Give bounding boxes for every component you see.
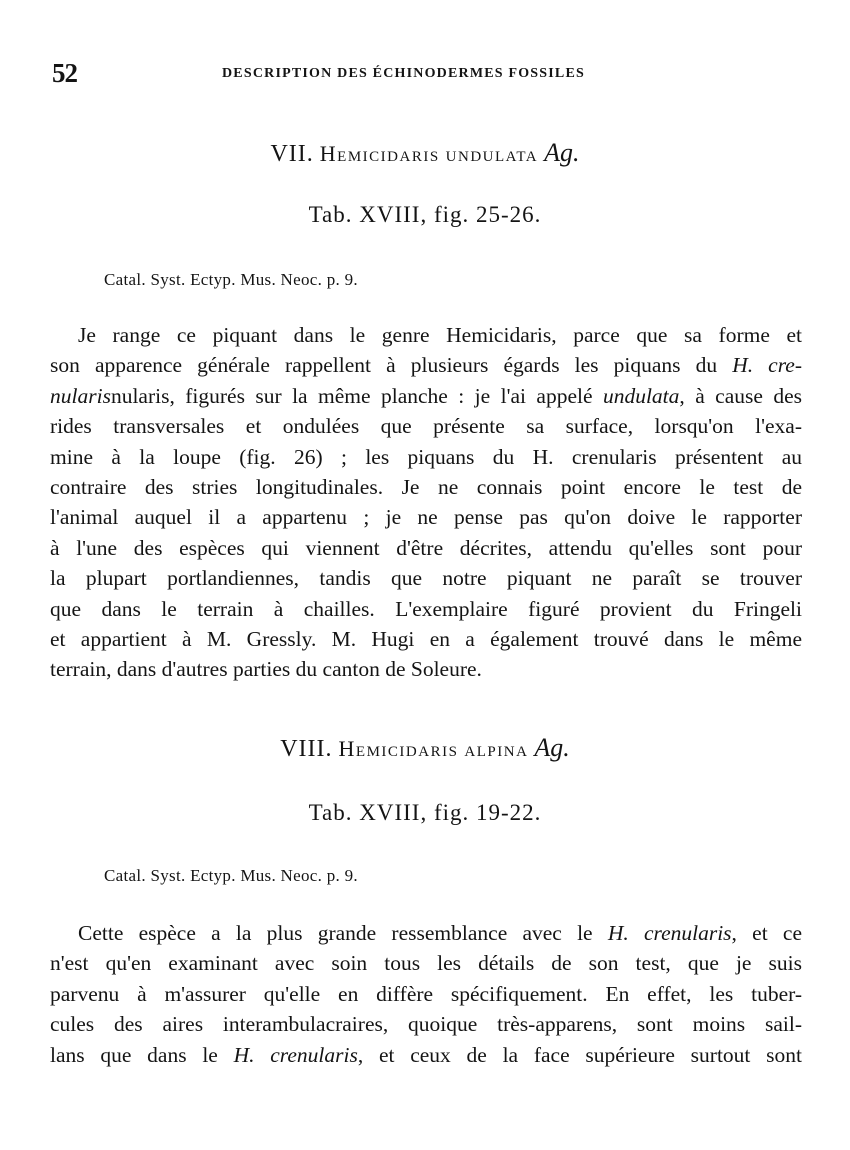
genus-name: Hemicidaris — [319, 141, 440, 166]
text-line: parvenu à m'assurer qu'elle en diffère spécifiquement. En effet, les tuber- — [50, 981, 802, 1006]
text-line: terrain, dans d'autres parties du canton de Soleure. — [50, 657, 482, 682]
italic-species: undulata — [602, 383, 680, 408]
author-abbrev: Ag. — [534, 733, 570, 762]
italic-taxon: nularis — [50, 383, 111, 408]
text-line: à l'une des espèces qui viennent d'être décrites, attendu qu'elles sont pour — [50, 535, 802, 560]
text-line: mine à la loupe (fig. 26) ; les piquans du H. crenularis présentent au — [50, 444, 802, 469]
text-line: n'est qu'en examinant avec soin tous les détails de son test, que je suis — [50, 951, 802, 976]
running-title: DESCRIPTION DES ÉCHINODERMES FOSSILES — [222, 66, 585, 81]
species-heading-viii — [0, 733, 850, 763]
species-name: undulata — [445, 141, 539, 166]
italic-taxon: H. crenularis — [233, 1042, 358, 1067]
text-run: , et ce — [731, 921, 802, 945]
italic-taxon: H. cre- — [732, 353, 802, 378]
text-line: Je range ce piquant dans le genre Hemicidaris, parce que sa forme et — [78, 323, 802, 347]
text-line: la plupart portlandiennes, tandis que notre piquant ne paraît se trouver — [50, 566, 802, 591]
text-run: nularis, figurés sur la même planche : je l'ai appelé — [110, 383, 603, 408]
genus-name: Hemicidaris — [338, 736, 459, 761]
plate-reference-vii: Tab. XVIII, fig. 25-26. — [308, 202, 542, 227]
species-numeral: VIII. — [280, 736, 333, 762]
plate-reference-viii: Tab. XVIII, fig. 19-22. — [308, 800, 542, 825]
author-abbrev: Ag. — [544, 138, 580, 167]
italic-taxon: H. crenularis — [607, 921, 732, 945]
catalog-reference-vii: Catal. Syst. Ectyp. Mus. Neoc. p. 9. — [104, 270, 358, 289]
page-number: 52 — [52, 58, 77, 88]
paragraph-viii — [50, 918, 802, 1070]
text-line — [50, 350, 802, 380]
text-run: Cette espèce a la plus grande ressemblance avec le — [78, 921, 608, 945]
text-line: l'animal auquel il a appartenu ; je ne pense pas qu'on doive le rapporter — [50, 505, 802, 530]
text-line — [50, 1040, 802, 1070]
text-run: , et ceux de la face supérieure surtout sont — [357, 1042, 802, 1067]
text-line: cules des aires interambulacraires, quoique très-apparens, sont moins sail- — [50, 1012, 802, 1037]
catalog-reference-viii: Catal. Syst. Ectyp. Mus. Neoc. p. 9. — [104, 866, 358, 885]
text-line — [50, 381, 802, 411]
text-line: que dans le terrain à chailles. L'exemplaire figuré provient du Fringeli — [50, 596, 802, 621]
text-line: contraire des stries longitudinales. Je ne connais point encore le test de — [50, 474, 802, 499]
text-run: , à cause des — [679, 383, 802, 408]
species-name: alpina — [464, 736, 529, 761]
species-numeral: VII. — [270, 141, 314, 167]
text-line: rides transversales et ondulées que présente sa surface, lorsqu'on l'exa- — [50, 414, 802, 439]
text-run: son apparence générale rappellent à plusieurs égards les piquans du — [50, 353, 733, 378]
running-head — [52, 58, 812, 90]
species-heading-vii — [0, 138, 850, 168]
text-line: et appartient à M. Gressly. M. Hugi en a également trouvé dans le même — [50, 626, 802, 651]
paragraph-vii — [50, 320, 802, 685]
text-line — [50, 918, 802, 948]
text-run: lans que dans le — [50, 1042, 234, 1067]
